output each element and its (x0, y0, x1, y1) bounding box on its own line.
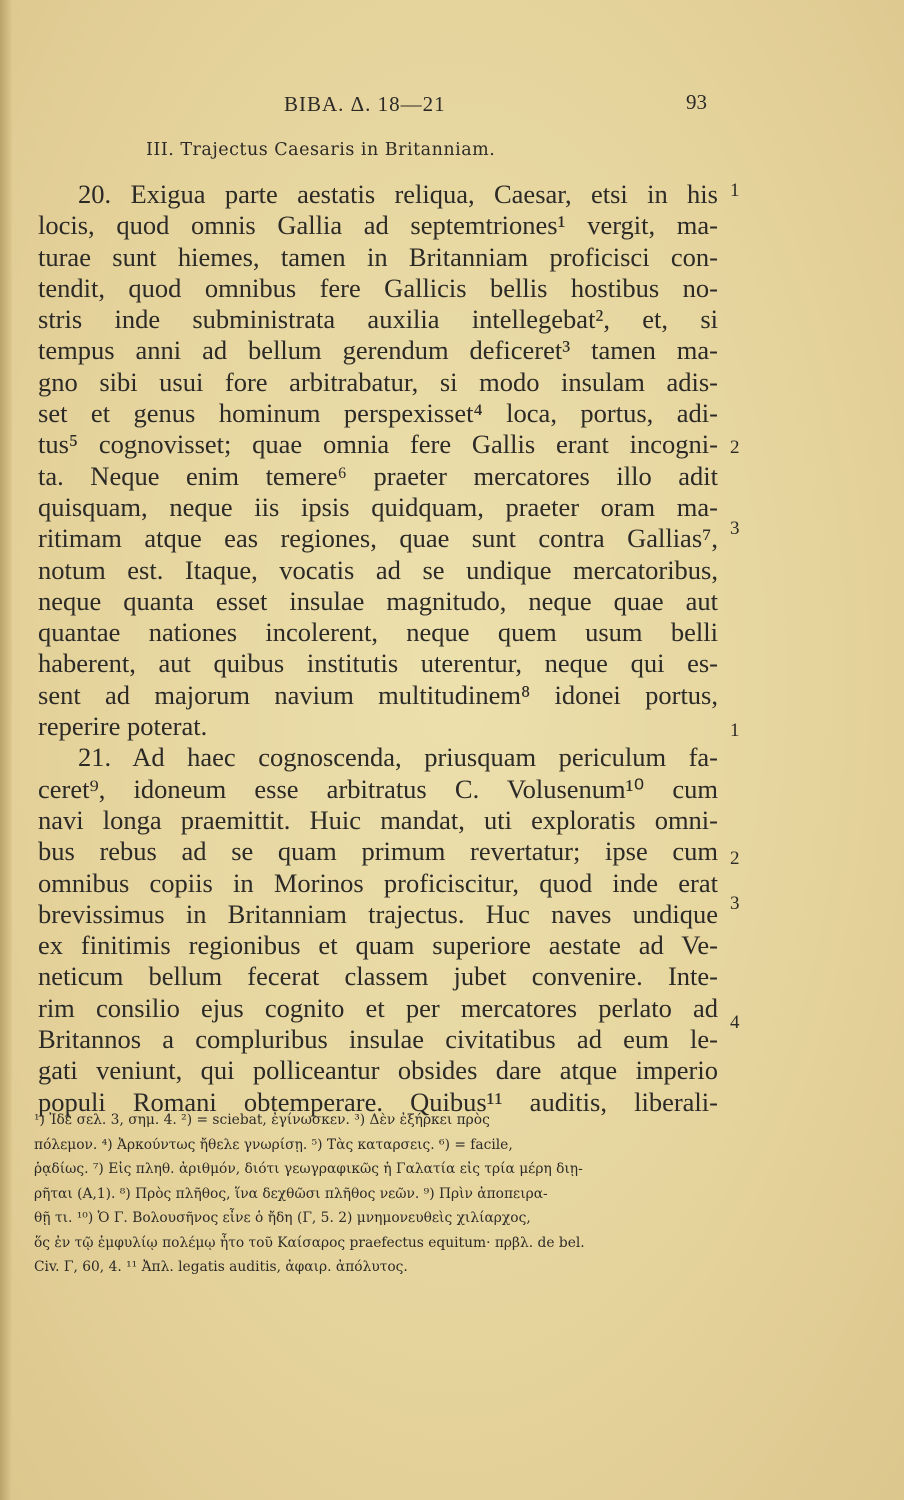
footnote-line: θῇ τι. ¹⁰) Ὁ Γ. Βολουσῆνος εἶνε ὁ ἤδη (Γ, 5. 2) μνημονευθεὶς χιλίαρχος, (34, 1210, 531, 1226)
text-line: rim consilio ejus cognito et per mercatores perlato ad (38, 992, 718, 1023)
text-line: sent ad majorum navium multitudinem⁸ idonei portus, (38, 679, 718, 710)
margin-number: 1 (730, 180, 740, 201)
text-line: tempus anni ad bellum gerendum deficeret³ tamen ma- (38, 335, 718, 366)
text-line: neticum bellum fecerat classem jubet convenire. Inte- (38, 961, 718, 992)
text-line: ta. Neque enim temere⁶ praeter mercatores illo adit (38, 460, 718, 491)
text-line: gno sibi usui fore arbitrabatur, si modo insulam adis- (38, 366, 718, 397)
text-line: quantae nationes incolerent, neque quem usum belli (38, 617, 718, 648)
footnote-line: ὅς ἐν τῷ ἐμφυλίῳ πολέμῳ ἦτο τοῦ Καίσαρος praefectus equitum· πρβλ. de bel. (34, 1234, 585, 1251)
section-title: III. Trajectus Caesaris in Britanniam. (146, 140, 496, 160)
footnote-line: πόλεμον. ⁴) Ἀρκούντως ἤθελε γνωρίσῃ. ⁵) Τὰς καταρσεις. ⁶) = facile, (34, 1136, 513, 1153)
text-line: set et genus hominum perspexisset⁴ loca, portus, adi- (38, 398, 718, 429)
text-line: ritimam atque eas regiones, quae sunt contra Gallias⁷, (38, 523, 718, 554)
text-line: omnibus copiis in Morinos proficiscitur, quod inde erat (38, 867, 718, 898)
text-line: quisquam, neque iis ipsis quidquam, praeter oram ma- (38, 491, 718, 522)
body-text (38, 179, 718, 1118)
text-line: gati veniunt, qui polliceantur obsides dare atque imperio (38, 1055, 718, 1086)
text-line: ceret⁹, idoneum esse arbitratus C. Volusenum¹⁰ cum (38, 773, 718, 804)
page-edge-shadow (0, 0, 12, 1500)
text-line: notum est. Itaque, vocatis ad se undique mercatoribus, (38, 554, 718, 585)
text-line: populi Romani obtemperare. Quibus¹¹ auditis, liberali- (38, 1086, 718, 1117)
text-line: 20. Exigua parte aestatis reliqua, Caesar, etsi in his (78, 179, 718, 209)
text-line: neque quanta esset insulae magnitudo, neque quae aut (38, 585, 718, 616)
footnote-line: ¹) Ἰδὲ σελ. 3, σημ. 4. ²) = sciebat, ἐγίνωσκεν. ³) Δὲν ἐξήρκει πρὸς (34, 1112, 490, 1128)
text-line: brevissimus in Britanniam trajectus. Huc naves undique (38, 898, 718, 929)
text-line: 21. Ad haec cognoscenda, priusquam periculum fa- (78, 742, 718, 773)
margin-number: 2 (730, 437, 740, 458)
footnote-line: ῥᾳδίως. ⁷) Εἰς πληθ. ἀριθμόν, διότι γεωγραφικῶς ἡ Γαλατία εἰς τρία μέρη διῃ- (34, 1161, 583, 1177)
footnotes (34, 1108, 720, 1280)
margin-number: 2 (730, 848, 740, 869)
text-line: haberent, aut quibus institutis uterentur, neque qui es- (38, 648, 718, 679)
text-line: tus⁵ cognovisset; quae omnia fere Gallis erant incogni- (38, 429, 718, 460)
footnote-line: Civ. Γ, 60, 4. ¹¹ Ἀπλ. legatis auditis, ἀφαιρ. ἀπόλυτος. (34, 1259, 408, 1275)
margin-number: 3 (730, 518, 740, 539)
text-line: tendit, quod omnibus fere Gallicis bellis hostibus no- (38, 272, 718, 303)
text-line: stris inde subministrata auxilia intellegebat², et, si (38, 304, 718, 335)
margin-number: 3 (730, 893, 740, 914)
running-head: BIBA. Δ. 18—21 (284, 92, 446, 116)
text-line: Britannos a compluribus insulae civitatibus ad eum le- (38, 1024, 718, 1055)
margin-number: 4 (730, 1012, 740, 1033)
text-line: bus rebus ad se quam primum revertatur; ipse cum (38, 836, 718, 867)
text-line: reperire poterat. (38, 711, 208, 742)
text-line: turae sunt hiemes, tamen in Britanniam proficisci con- (38, 241, 718, 272)
page-number: 93 (686, 90, 707, 114)
text-line: ex finitimis regionibus et quam superiore aestate ad Ve- (38, 930, 718, 961)
text-line: navi longa praemittit. Huic mandat, uti exploratis omni- (38, 804, 718, 835)
text-line: locis, quod omnis Gallia ad septemtriones¹ vergit, ma- (38, 210, 718, 241)
footnote-line: ρῆται (Α,1). ⁸) Πρὸς πλῆθος, ἵνα δεχθῶσι πλῆθος νεῶν. ⁹) Πρὶν ἀποπειρα- (34, 1185, 548, 1202)
margin-number: 1 (730, 720, 740, 741)
